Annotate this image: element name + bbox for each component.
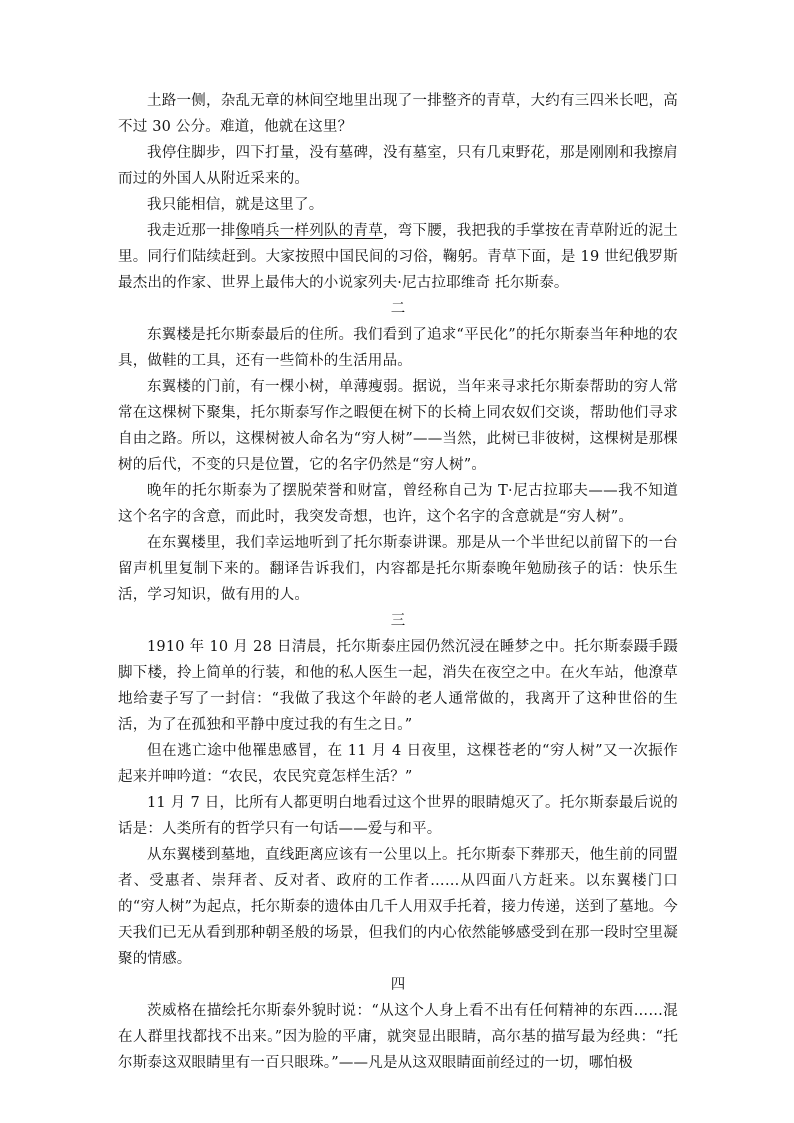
section-heading: 四 — [390, 977, 406, 993]
paragraph: 在东翼楼里，我们幸运地听到了托尔斯泰讲课。那是从一个半世纪以前留下的一台留声机里复制下来的。翻译告诉我们，内容都是托尔斯泰晚年勉励孩子的话：快乐生活，学习知识，做有用的人。 — [118, 535, 678, 603]
paragraph: 我停住脚步，四下打量，没有墓碑，没有墓室，只有几束野花，那是刚刚和我擦肩而过的外国人从附近采来的。 — [118, 145, 678, 187]
document-page — [118, 88, 678, 1076]
paragraph: 东翼楼的门前，有一棵小树，单薄瘦弱。据说，当年来寻求托尔斯泰帮助的穷人常常在这棵树下聚集，托尔斯泰写作之暇便在树下的长椅上同农奴们交谈，帮助他们寻求自由之路。所以，这棵树被人命名为“穷人树”——当然，此树已非彼树，这棵树是那棵树的后代，不变的只是位置，它的名字仍然是“穷人树”。 — [118, 379, 678, 473]
paragraph — [118, 218, 678, 296]
text-run: ，弯下腰，我把我的手掌按在青草附近的泥土里。同行们陆续赶到。大家按照中国民间的习俗，鞠躬。青草下面，是 19 世纪俄罗斯最杰出的作家、世界上最伟大的小说家列夫·尼古拉耶维奇 托尔斯泰。 — [118, 223, 679, 291]
paragraph: 从东翼楼到墓地，直线距离应该有一公里以上。托尔斯泰下葬那天，他生前的同盟者、受惠者、崇拜者、反对者、政府的工作者……从四面八方赶来。以东翼楼门口的“穷人树”为起点，托尔斯泰的遗体由几千人用双手托着，接力传递，送到了墓地。今天我们已无从看到那种朝圣般的场景，但我们的内心依然能够感受到在那一段时空里凝聚的情感。 — [118, 847, 678, 967]
paragraph: 晚年的托尔斯泰为了摆脱荣誉和财富，曾经称自己为 T·尼古拉耶夫——我不知道这个名字的含意，而此时，我突发奇想，也许，这个名字的含意就是“穷人树”。 — [118, 483, 678, 525]
text-run: 我走近那一排 — [147, 223, 236, 239]
paragraph: 茨威格在描绘托尔斯泰外貌时说：“从这个人身上看不出有任何精神的东西……混在人群里找都找不出来。”因为脸的平庸，就突显出眼睛，高尔基的描写最为经典：“托尔斯泰这双眼睛里有一百只眼珠。”——凡是从这双眼睛面前经过的一切，哪怕极 — [118, 1003, 678, 1071]
paragraph: 我只能相信，就是这里了。 — [147, 197, 324, 213]
paragraph: 1910 年 10 月 28 日清晨，托尔斯泰庄园仍然沉浸在睡梦之中。托尔斯泰蹑手蹑脚下楼，拎上简单的行装，和他的私人医生一起，消失在夜空之中。在火车站，他潦草地给妻子写了一封信：“我做了我这个年龄的老人通常做的，我离开了这种世俗的生活，为了在孤独和平静中度过我的有生之日。” — [118, 639, 678, 733]
section-heading: 二 — [390, 301, 406, 317]
section-heading: 三 — [390, 613, 406, 629]
paragraph: 11 月 7 日，比所有人都更明白地看过这个世界的眼睛熄灭了。托尔斯泰最后说的话是：人类所有的哲学只有一句话——爱与和平。 — [118, 795, 678, 837]
underlined-phrase: 像哨兵一样列队的青草 — [235, 223, 384, 239]
paragraph: 东翼楼是托尔斯泰最后的住所。我们看到了追求“平民化”的托尔斯泰当年种地的农具，做鞋的工具，还有一些简朴的生活用品。 — [118, 327, 678, 369]
paragraph: 土路一侧，杂乱无章的林间空地里出现了一排整齐的青草，大约有三四米长吧，高不过 30 公分。难道，他就在这里？ — [118, 93, 678, 135]
paragraph: 但在逃亡途中他罹患感冒，在 11 月 4 日夜里，这棵苍老的“穷人树”又一次振作起来并呻吟道：“农民，农民究竟怎样生活？” — [118, 743, 678, 785]
